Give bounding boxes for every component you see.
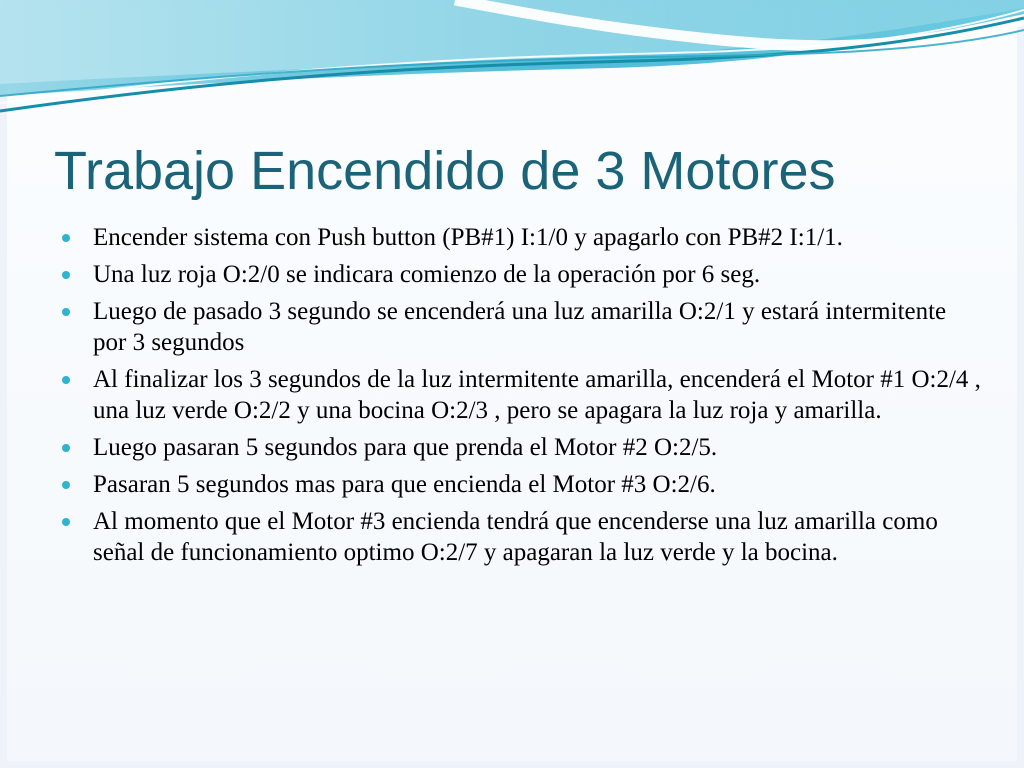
list-item: [62, 259, 982, 290]
bullet-dot-icon: [62, 481, 70, 489]
list-item: [62, 506, 982, 568]
bullet-text: Encender sistema con Push button (PB#1) I:1/0 y apagarlo con PB#2 I:1/1.: [93, 224, 843, 251]
bullet-text: Al finalizar los 3 segundos de la luz intermitente amarilla, encenderá el Motor #1 O:2/4 , una luz verde O:2/2 y una bocina O:2/3 , pero se apagara la luz roja y amarilla.: [93, 366, 981, 424]
list-item: [62, 432, 982, 463]
bullet-text: Luego pasaran 5 segundos para que prenda el Motor #2 O:2/5.: [93, 434, 718, 461]
bullet-dot-icon: [62, 234, 70, 242]
bullet-text: Al momento que el Motor #3 encienda tendrá que encenderse una luz amarilla como señal de funcionamiento optimo O:2/7 y apagaran la luz verde y la bocina.: [93, 508, 938, 566]
bullet-text: Luego de pasado 3 segundo se encenderá una luz amarilla O:2/1 y estará intermitente por 3 segundos: [93, 298, 947, 356]
bullet-dot-icon: [62, 376, 70, 384]
bullet-dot-icon: [62, 271, 70, 279]
bullet-dot-icon: [62, 308, 70, 316]
list-item: [62, 296, 982, 358]
bullet-dot-icon: [62, 444, 70, 452]
bullet-text: Una luz roja O:2/0 se indicara comienzo de la operación por 6 seg.: [93, 261, 761, 288]
list-item: [62, 222, 982, 253]
bullet-text: Pasaran 5 segundos mas para que encienda el Motor #3 O:2/6.: [93, 471, 716, 498]
header-waves-decoration: [0, 0, 1024, 120]
bullet-dot-icon: [62, 518, 70, 526]
list-item: [62, 469, 982, 500]
bullet-list: [62, 222, 982, 574]
list-item: [62, 364, 982, 426]
slide-title: Trabajo Encendido de 3 Motores: [54, 141, 836, 201]
